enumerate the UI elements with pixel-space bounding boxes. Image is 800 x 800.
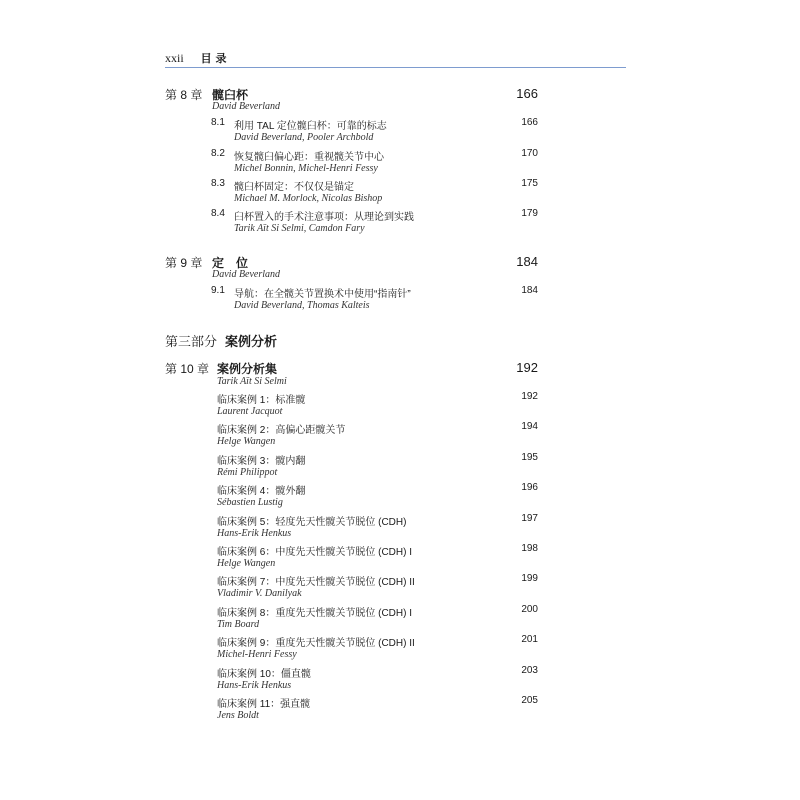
case-author: Laurent Jacquot (217, 406, 283, 417)
section-author: David Beverland, Thomas Kalteis (234, 300, 370, 311)
page-number: xxii (165, 51, 184, 65)
case-title[interactable]: 临床案例 6：中度先天性髋关节脱位 (CDH) I (217, 547, 412, 558)
case-page: 192 (521, 391, 538, 402)
section-title[interactable]: 利用 TAL 定位髋臼杯：可靠的标志 (234, 121, 387, 132)
chapter-label: 第 10 章 (165, 362, 210, 376)
section-number: 8.1 (211, 117, 225, 128)
case-title[interactable]: 临床案例 11：强直髋 (217, 699, 311, 710)
case-title[interactable]: 临床案例 3：髋内翻 (217, 456, 306, 467)
case-author: Vladimir V. Danilyak (217, 588, 302, 599)
case-page: 196 (521, 482, 538, 493)
chapter-page: 192 (516, 360, 538, 375)
section-number: 9.1 (211, 285, 225, 296)
part-title[interactable]: 案例分析 (225, 334, 278, 349)
case-title[interactable]: 临床案例 9：重度先天性髋关节脱位 (CDH) II (217, 638, 415, 649)
section-page: 170 (521, 148, 538, 159)
section-page: 184 (521, 285, 538, 296)
section-title[interactable]: 恢复髋臼偏心距：重视髋关节中心 (234, 152, 384, 163)
case-author: Michel-Henri Fessy (217, 649, 297, 660)
chapter-label: 第 9 章 (165, 256, 203, 270)
case-page: 203 (521, 665, 538, 676)
header-title: 目 录 (200, 52, 227, 65)
chapter-page: 184 (516, 254, 538, 269)
case-page: 201 (521, 634, 538, 645)
case-author: Tim Board (217, 619, 260, 630)
case-page: 198 (521, 543, 538, 554)
chapter-author: David Beverland (212, 269, 281, 280)
chapter-title[interactable]: 髋臼杯 (212, 88, 249, 102)
part-heading (165, 331, 277, 350)
section-page: 175 (521, 178, 538, 189)
case-page: 200 (521, 604, 538, 615)
case-title[interactable]: 临床案例 2：高偏心距髋关节 (217, 425, 346, 436)
chapter-page: 166 (516, 86, 538, 101)
section-number: 8.4 (211, 208, 225, 219)
case-title[interactable]: 临床案例 8：重度先天性髋关节脱位 (CDH) I (217, 608, 412, 619)
part-label: 第三部分 (165, 334, 218, 349)
section-author: Tarik Aït Si Selmi, Camdon Fary (234, 223, 365, 234)
case-title[interactable]: 临床案例 10：僵直髋 (217, 669, 311, 680)
case-page: 197 (521, 513, 538, 524)
section-number: 8.2 (211, 148, 225, 159)
case-title[interactable]: 临床案例 1：标准髋 (217, 395, 306, 406)
case-author: Rémi Philippot (217, 467, 278, 478)
section-title[interactable]: 导航：在全髋关节置换术中使用“指南针” (234, 289, 411, 300)
case-page: 195 (521, 452, 538, 463)
case-author: Helge Wangen (217, 558, 276, 569)
section-page: 179 (521, 208, 538, 219)
case-title[interactable]: 临床案例 7：中度先天性髋关节脱位 (CDH) II (217, 577, 415, 588)
section-author: Michael M. Morlock, Nicolas Bishop (234, 193, 383, 204)
chapter-author: David Beverland (212, 101, 281, 112)
case-author: Sébastien Lustig (217, 497, 283, 508)
chapter-title[interactable]: 案例分析集 (217, 362, 278, 376)
section-page: 166 (521, 117, 538, 128)
chapter-author: Tarik Aït Si Selmi (217, 376, 287, 387)
section-title[interactable]: 臼杯置入的手术注意事项：从理论到实践 (234, 212, 414, 223)
case-page: 194 (521, 421, 538, 432)
case-author: Helge Wangen (217, 436, 276, 447)
chapter-title[interactable]: 定位 (212, 256, 261, 270)
case-title[interactable]: 临床案例 4：髋外翻 (217, 486, 306, 497)
case-author: Jens Boldt (217, 710, 259, 721)
chapter-label: 第 8 章 (165, 88, 203, 102)
case-author: Hans-Erik Henkus (217, 680, 292, 691)
case-author: Hans-Erik Henkus (217, 528, 292, 539)
header-rule (165, 67, 626, 68)
case-page: 199 (521, 573, 538, 584)
section-author: Michel Bonnin, Michel-Henri Fessy (234, 163, 378, 174)
running-header (165, 50, 227, 66)
section-title[interactable]: 髋臼杯固定：不仅仅是锚定 (234, 182, 354, 193)
case-page: 205 (521, 695, 538, 706)
case-title[interactable]: 临床案例 5：轻度先天性髋关节脱位 (CDH) (217, 517, 407, 528)
section-author: David Beverland, Pooler Archbold (234, 132, 374, 143)
section-number: 8.3 (211, 178, 225, 189)
